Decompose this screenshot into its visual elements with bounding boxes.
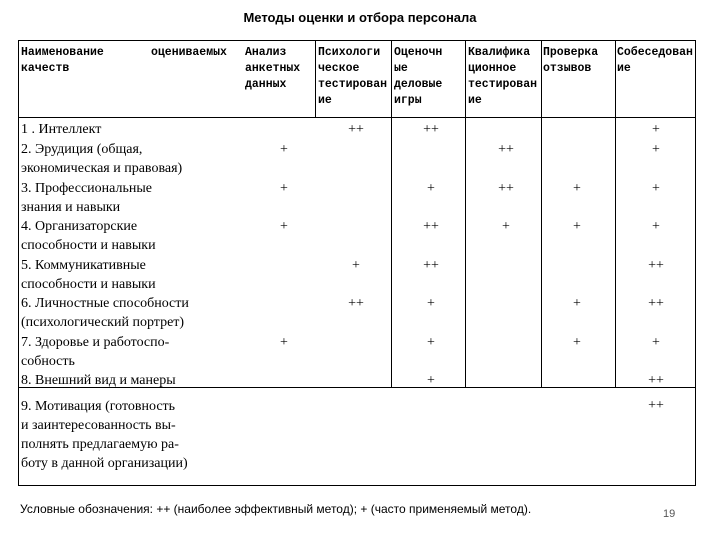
legend-note: Условные обозначения: ++ (наиболее эффективный метод); + (часто применяемый метод).	[20, 502, 532, 516]
table-cell-mark: ++	[423, 258, 439, 273]
table-cell-mark: ++	[648, 296, 664, 311]
table-cell-mark: +	[573, 335, 581, 350]
table-cell-mark: +	[280, 219, 288, 234]
table-cell-mark: +	[427, 335, 435, 350]
header-questionnaire: Анализ анкетных данных	[245, 46, 301, 91]
header-interview: Собеседован ие	[617, 46, 693, 75]
table-cell-mark: +	[652, 181, 660, 196]
table-cell-mark: +	[352, 258, 360, 273]
row-label-motivation: 9. Мотивация (готовность и заинтересованность вы- полнять предлагаемую ра- боту в данной организации)	[21, 399, 188, 471]
table-cell-mark: ++	[423, 122, 439, 137]
table-cell-mark: +	[427, 373, 435, 388]
row-label-organizational: 4. Организаторские способности и навыки	[21, 219, 156, 253]
table-cell-mark: ++	[348, 122, 364, 137]
table-cell-mark: +	[427, 181, 435, 196]
table-cell-mark: +	[652, 335, 660, 350]
table-cell-mark: +	[573, 219, 581, 234]
table-cell-mark: +	[573, 296, 581, 311]
header-references: Проверка отзывов	[543, 46, 599, 75]
table-cell-mark: ++	[348, 296, 364, 311]
table-cell-mark: +	[573, 181, 581, 196]
row-label-professional: 3. Профессиональные знания и навыки	[21, 181, 152, 215]
row-label-intellect: 1 . Интеллект	[21, 122, 102, 137]
header-psych-test: Психологи ческое тестирован ие	[318, 46, 388, 107]
table-cell-mark: +	[280, 181, 288, 196]
table-cell-mark: ++	[423, 219, 439, 234]
table-cell-mark: +	[652, 219, 660, 234]
col-divider	[541, 41, 542, 387]
table-cell-mark: ++	[648, 373, 664, 388]
table-cell-mark: +	[280, 142, 288, 157]
methods-table	[18, 40, 696, 486]
table-cell-mark: ++	[498, 181, 514, 196]
page-title: Методы оценки и отбора персонала	[243, 10, 477, 25]
header-evaluated: оцениваемых	[151, 46, 227, 59]
row-label-appearance: 8. Внешний вид и манеры	[21, 373, 176, 388]
header-business-games: Оценочн ые деловые игры	[394, 46, 443, 107]
header-divider	[19, 117, 695, 118]
table-cell-mark: +	[652, 122, 660, 137]
col-divider	[615, 41, 616, 387]
table-cell-mark: +	[427, 296, 435, 311]
table-cell-mark: ++	[648, 258, 664, 273]
header-qualities: Наименование качеств	[21, 46, 104, 75]
table-cell-mark: +	[502, 219, 510, 234]
page-number: 19	[663, 508, 676, 520]
col-divider	[465, 41, 466, 387]
row-label-health: 7. Здоровье и работоспо- собность	[21, 335, 170, 369]
table-cell-mark: ++	[648, 398, 664, 413]
header-qualification-test: Квалифика ционное тестирован ие	[468, 46, 538, 107]
col-divider	[315, 41, 316, 117]
col-divider	[391, 41, 392, 387]
row-label-erudition: 2. Эрудиция (общая, экономическая и правовая)	[21, 142, 183, 176]
table-cell-mark: +	[280, 335, 288, 350]
table-cell-mark: ++	[498, 142, 514, 157]
table-cell-mark: +	[652, 142, 660, 157]
row-label-communicative: 5. Коммуникативные способности и навыки	[21, 258, 156, 292]
row-label-personal: 6. Личностные способности (психологический портрет)	[21, 296, 189, 330]
